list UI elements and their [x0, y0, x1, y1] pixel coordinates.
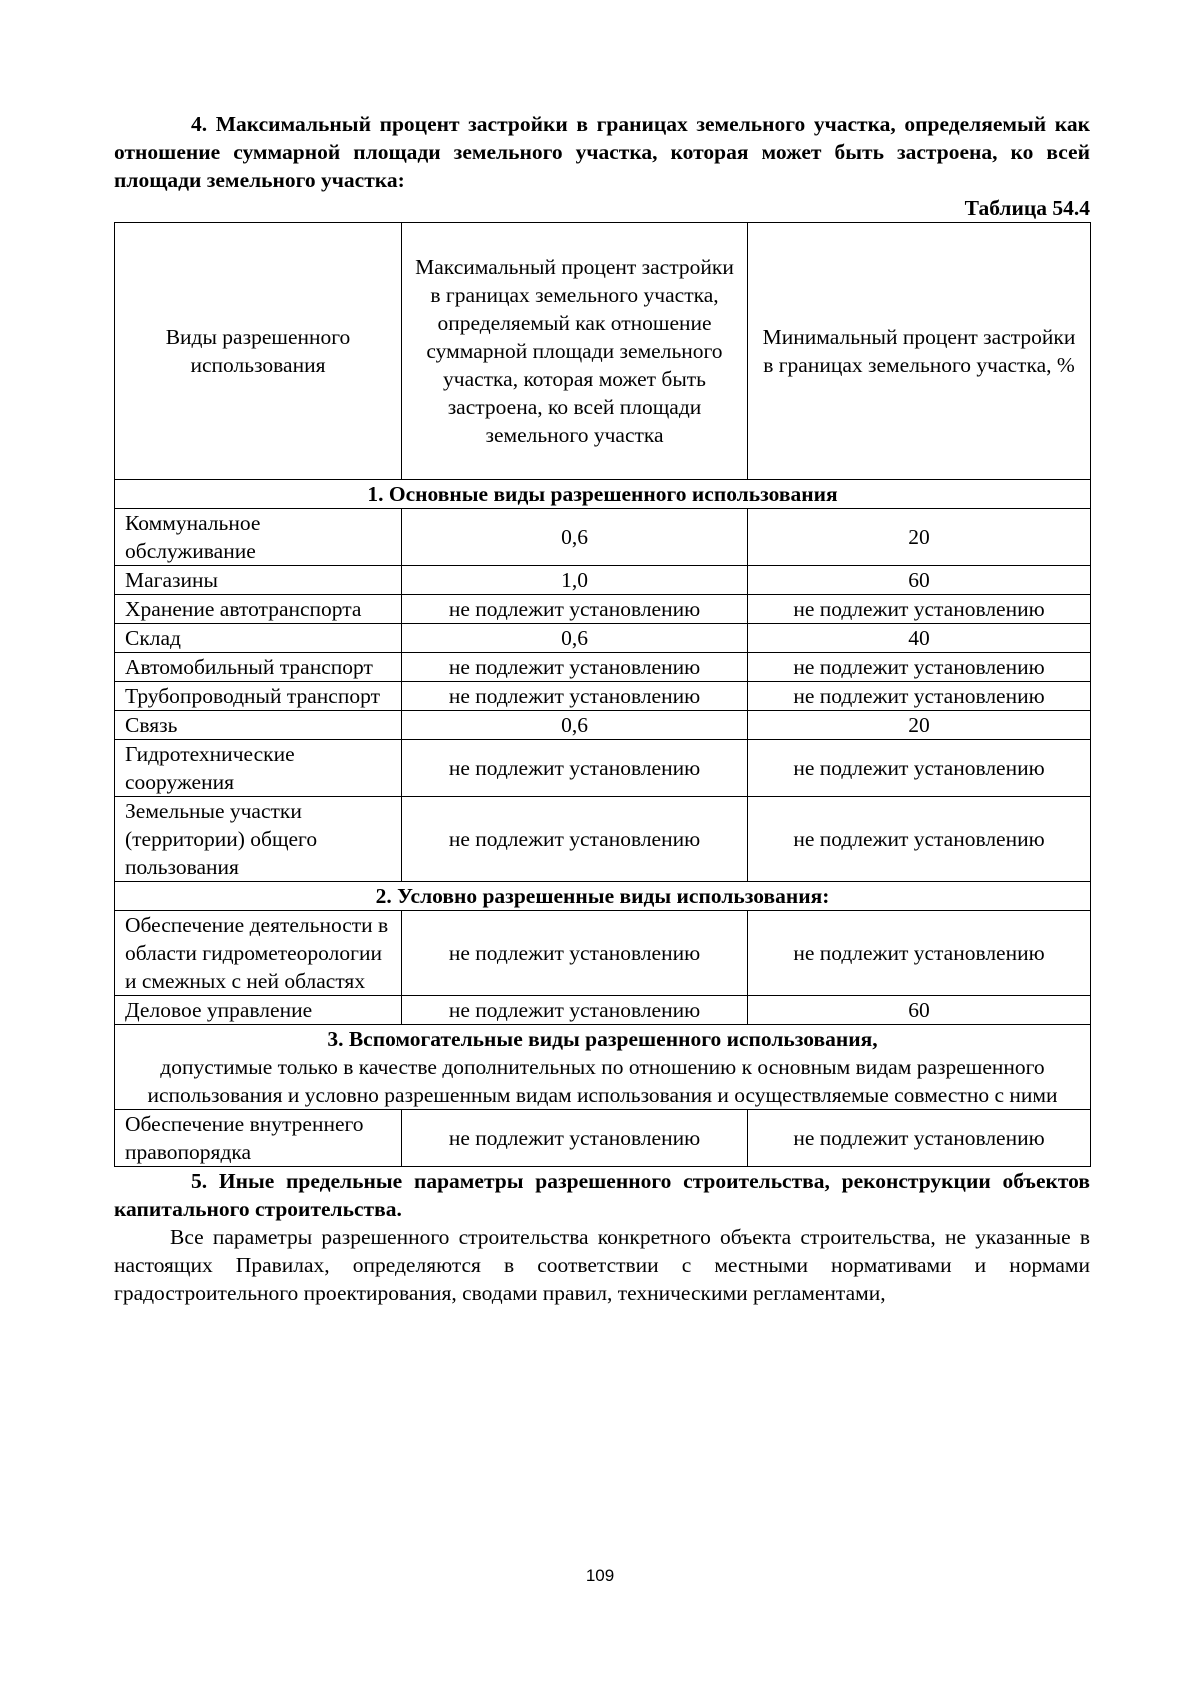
section-row [115, 1025, 1091, 1110]
section-note: допустимые только в качестве дополнительных по отношению к основным видам разрешенного использования и условно разрешенным видам использования и осуществляемые совместно с ними [147, 1055, 1058, 1107]
min-percent-cell: не подлежит установлению [748, 595, 1091, 624]
min-percent-cell: 60 [748, 566, 1091, 595]
table-row [115, 740, 1091, 797]
table-row [115, 996, 1091, 1025]
building-percentage-table [114, 222, 1091, 1167]
body-paragraph: Все параметры разрешенного строительства конкретного объекта строительства, не указанные в настоящих Правилах, определяются в соответствии с местными нормативами и нормами градостроительного проектирования, сводами правил, техническими регламентами, [114, 1225, 1090, 1305]
table-row [115, 797, 1091, 882]
table-caption: Таблица 54.4 [964, 196, 1090, 220]
header-cell-use-type: Виды разрешенного использования [115, 223, 402, 480]
use-type-cell: Земельные участки (территории) общего пользования [115, 797, 402, 882]
use-type-cell: Обеспечение деятельности в области гидрометеорологии и смежных с ней областях [115, 911, 402, 996]
max-percent-cell: 0,6 [402, 509, 748, 566]
use-type-cell: Обеспечение внутреннего правопорядка [115, 1110, 402, 1167]
section-cell [115, 1025, 1091, 1110]
min-percent-cell: не подлежит установлению [748, 797, 1091, 882]
table-row [115, 682, 1091, 711]
table-row [115, 624, 1091, 653]
table-row [115, 653, 1091, 682]
use-type-cell: Трубопроводный транспорт [115, 682, 402, 711]
min-percent-cell: не подлежит установлению [748, 1110, 1091, 1167]
section-title: 2. Условно разрешенные виды использования: [115, 882, 1091, 911]
table-row [115, 1110, 1091, 1167]
max-percent-cell: не подлежит установлению [402, 1110, 748, 1167]
max-percent-cell: не подлежит установлению [402, 911, 748, 996]
min-percent-cell: не подлежит установлению [748, 911, 1091, 996]
use-type-cell: Гидротехнические сооружения [115, 740, 402, 797]
heading-section-4: 4. Максимальный процент застройки в границах земельного участка, определяемый как отношение суммарной площади земельного участка, которая может быть застроена, ко всей площади земельного участка: [114, 112, 1090, 192]
min-percent-cell: не подлежит установлению [748, 740, 1091, 797]
header-cell-min-percent: Минимальный процент застройки в границах земельного участка, % [748, 223, 1091, 480]
use-type-cell: Магазины [115, 566, 402, 595]
use-type-cell: Коммунальное обслуживание [115, 509, 402, 566]
min-percent-cell: 40 [748, 624, 1091, 653]
section-row [115, 882, 1091, 911]
table-header-row [115, 223, 1091, 480]
heading-section-5: 5. Иные предельные параметры разрешенного строительства, реконструкции объектов капитального строительства. [114, 1169, 1090, 1221]
min-percent-cell: не подлежит установлению [748, 682, 1091, 711]
max-percent-cell: 0,6 [402, 624, 748, 653]
table-row [115, 566, 1091, 595]
section-title: 3. Вспомогательные виды разрешенного использования, [327, 1027, 878, 1051]
max-percent-cell: не подлежит установлению [402, 595, 748, 624]
header-cell-max-percent: Максимальный процент застройки в границах земельного участка, определяемый как отношение суммарной площади земельного участка, которая может быть застроена, ко всей площади земельного участка [402, 223, 748, 480]
min-percent-cell: 20 [748, 711, 1091, 740]
use-type-cell: Хранение автотранспорта [115, 595, 402, 624]
use-type-cell: Автомобильный транспорт [115, 653, 402, 682]
use-type-cell: Склад [115, 624, 402, 653]
max-percent-cell: не подлежит установлению [402, 682, 748, 711]
document-page [114, 110, 1090, 1307]
max-percent-cell: 1,0 [402, 566, 748, 595]
max-percent-cell: не подлежит установлению [402, 797, 748, 882]
max-percent-cell: не подлежит установлению [402, 653, 748, 682]
table-row [115, 595, 1091, 624]
use-type-cell: Деловое управление [115, 996, 402, 1025]
table-row [115, 509, 1091, 566]
use-type-cell: Связь [115, 711, 402, 740]
section-row [115, 480, 1091, 509]
page-number: 109 [585, 1566, 615, 1585]
max-percent-cell: 0,6 [402, 711, 748, 740]
min-percent-cell: 60 [748, 996, 1091, 1025]
max-percent-cell: не подлежит установлению [402, 996, 748, 1025]
min-percent-cell: не подлежит установлению [748, 653, 1091, 682]
table-row [115, 711, 1091, 740]
min-percent-cell: 20 [748, 509, 1091, 566]
table-row [115, 911, 1091, 996]
section-title: 1. Основные виды разрешенного использования [115, 480, 1091, 509]
max-percent-cell: не подлежит установлению [402, 740, 748, 797]
